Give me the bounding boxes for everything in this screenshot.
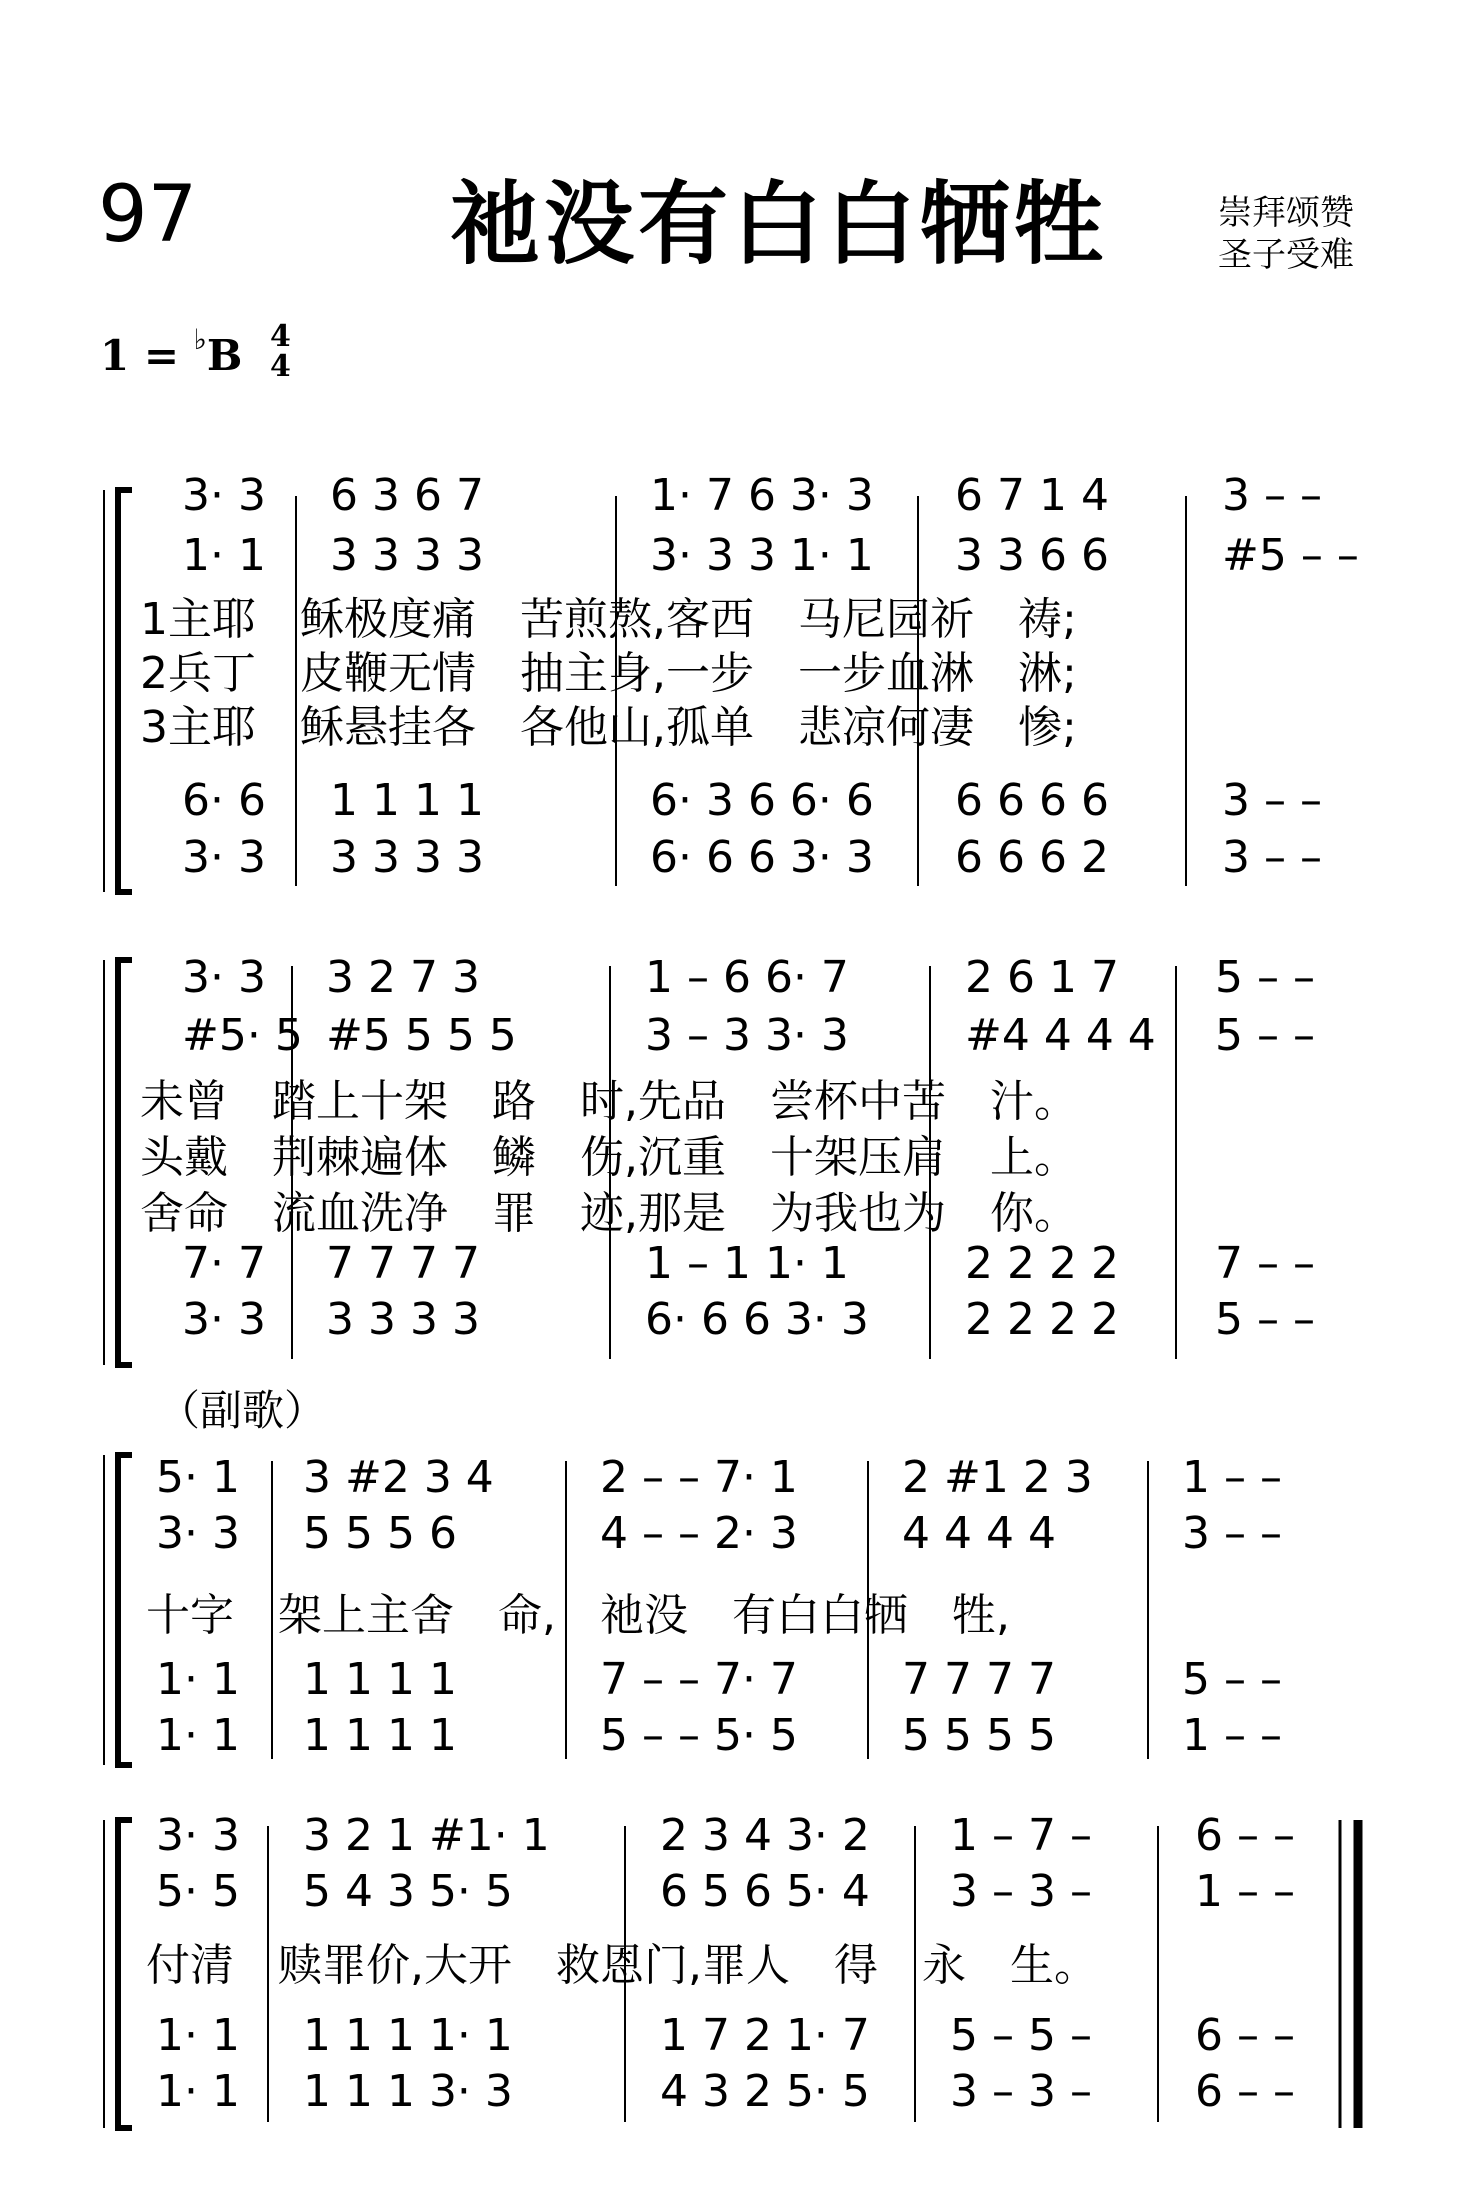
system-2 [104, 952, 1315, 1365]
system-bracket [118, 1820, 132, 2128]
notes-part-3-measure-1: 1· 1 [156, 1654, 240, 1705]
notes-part-1-measure-1: 3· 3 [182, 952, 266, 1003]
notes-part-4-measure-3: 5 – – 5· 5 [600, 1710, 798, 1761]
notes-part-4-measure-1: 3· 3 [182, 1294, 266, 1345]
notes-part-3-measure-1: 1· 1 [156, 2010, 240, 2061]
notes-part-2-measure-4: 3 – 3 – [950, 1866, 1092, 1917]
notes-part-1-measure-5: 1 – – [1182, 1452, 1282, 1503]
notes-part-3-measure-4: 7 7 7 7 [902, 1654, 1056, 1705]
chorus-label: （副歌） [158, 1386, 327, 1435]
notes-part-2-measure-1: #5· 5 [182, 1010, 303, 1061]
notes-part-1-measure-3: 1· 7 6 3· 3 [650, 470, 874, 521]
lyric-line-2: 头戴 荆棘遍体 鳞 伤,沉重 十架压肩 上。 [140, 1132, 1078, 1183]
notes-part-2-measure-1: 3· 3 [156, 1508, 240, 1559]
system-bracket [118, 1455, 132, 1765]
notes-part-1-measure-5: 5 – – [1215, 952, 1315, 1003]
notes-part-1-measure-2: 3 2 7 3 [326, 952, 480, 1003]
notes-part-3-measure-2: 1 1 1 1· 1 [303, 2010, 513, 2061]
notes-part-2-measure-4: 3 3 6 6 [955, 530, 1109, 581]
notes-part-3-measure-2: 1 1 1 1 [330, 775, 484, 826]
notes-part-3-measure-4: 5 – 5 – [950, 2010, 1092, 2061]
notes-part-1-measure-4: 6 7 1 4 [955, 470, 1109, 521]
lyric-line-2: 2兵丁 皮鞭无情 抽主身,一步 一步血淋 淋; [140, 648, 1077, 699]
notes-part-2-measure-5: 3 – – [1182, 1508, 1282, 1559]
notes-part-2-measure-4: #4 4 4 4 [965, 1010, 1156, 1061]
notes-part-2-measure-2: #5 5 5 5 [326, 1010, 517, 1061]
notes-part-3-measure-3: 1 7 2 1· 7 [660, 2010, 870, 2061]
notes-part-2-measure-1: 5· 5 [156, 1866, 240, 1917]
lyric-line-1: 付清 赎罪价,大开 救恩门,罪人 得 永 生。 [146, 1940, 1098, 1991]
notes-part-2-measure-2: 5 5 5 6 [303, 1508, 457, 1559]
notes-part-1-measure-2: 6 3 6 7 [330, 470, 484, 521]
lyric-line-1: 十字 架上主舍 命, 祂没 有白白牺 牲, [146, 1590, 1010, 1641]
notes-part-4-measure-5: 6 – – [1195, 2066, 1295, 2117]
notes-part-4-measure-1: 3· 3 [182, 832, 266, 883]
category-line-1: 崇拜颂赞 [1218, 193, 1354, 233]
key-letter: B [206, 331, 243, 380]
system-3 [104, 1452, 1282, 1765]
notes-part-3-measure-4: 2 2 2 2 [965, 1238, 1119, 1289]
notes-part-4-measure-5: 1 – – [1182, 1710, 1282, 1761]
notes-part-3-measure-1: 6· 6 [182, 775, 266, 826]
notes-part-1-measure-1: 3· 3 [156, 1810, 240, 1861]
notes-part-3-measure-5: 5 – – [1182, 1654, 1282, 1705]
notes-part-1-measure-4: 2 6 1 7 [965, 952, 1119, 1003]
notes-part-3-measure-3: 7 – – 7· 7 [600, 1654, 798, 1705]
flat-sign: ♭ [193, 323, 207, 356]
notes-part-1-measure-1: 5· 1 [156, 1452, 240, 1503]
notes-part-3-measure-5: 7 – – [1215, 1238, 1315, 1289]
hymn-title: 祂没有白白牺牲 [450, 172, 1108, 277]
notes-part-4-measure-3: 6· 6 6 3· 3 [650, 832, 874, 883]
notes-part-2-measure-5: 1 – – [1195, 1866, 1295, 1917]
notes-part-2-measure-3: 3 – 3 3· 3 [645, 1010, 849, 1061]
notes-part-2-measure-3: 4 – – 2· 3 [600, 1508, 798, 1559]
notes-part-3-measure-3: 1 – 1 1· 1 [645, 1238, 849, 1289]
notes-part-2-measure-5: #5 – – [1222, 530, 1359, 581]
key-prefix: 1 = [100, 331, 180, 380]
lyric-line-1: 未曾 踏上十架 路 时,先品 尝杯中苦 汁。 [140, 1076, 1078, 1127]
notes-part-1-measure-1: 3· 3 [182, 470, 266, 521]
notes-part-1-measure-3: 1 – 6 6· 7 [645, 952, 849, 1003]
lyric-line-3: 舍命 流血洗净 罪 迹,那是 为我也为 你。 [140, 1188, 1078, 1239]
notes-part-4-measure-4: 3 – 3 – [950, 2066, 1092, 2117]
system-1 [104, 470, 1359, 892]
time-sig-bottom: 4 [270, 349, 291, 384]
notes-part-3-measure-4: 6 6 6 6 [955, 775, 1109, 826]
notes-part-4-measure-4: 2 2 2 2 [965, 1294, 1119, 1345]
notes-part-4-measure-5: 3 – – [1222, 832, 1322, 883]
notes-part-1-measure-2: 3 2 1 #1· 1 [303, 1810, 550, 1861]
notes-part-1-measure-5: 6 – – [1195, 1810, 1295, 1861]
notes-part-3-measure-5: 6 – – [1195, 2010, 1295, 2061]
notes-part-2-measure-2: 5 4 3 5· 5 [303, 1866, 513, 1917]
notes-part-2-measure-3: 3· 3 3 1· 1 [650, 530, 874, 581]
notes-part-4-measure-2: 3 3 3 3 [326, 1294, 480, 1345]
notes-part-3-measure-2: 1 1 1 1 [303, 1654, 457, 1705]
notes-part-3-measure-3: 6· 3 6 6· 6 [650, 775, 874, 826]
notes-part-2-measure-4: 4 4 4 4 [902, 1508, 1056, 1559]
notes-part-2-measure-2: 3 3 3 3 [330, 530, 484, 581]
system-4 [104, 1810, 1358, 2128]
notes-part-1-measure-4: 1 – 7 – [950, 1810, 1092, 1861]
notes-part-3-measure-1: 7· 7 [182, 1238, 266, 1289]
notes-part-4-measure-2: 1 1 1 1 [303, 1710, 457, 1761]
notes-part-4-measure-1: 1· 1 [156, 1710, 240, 1761]
notes-part-2-measure-3: 6 5 6 5· 4 [660, 1866, 870, 1917]
notes-part-1-measure-3: 2 – – 7· 1 [600, 1452, 798, 1503]
notes-part-1-measure-5: 3 – – [1222, 470, 1322, 521]
time-sig-top: 4 [270, 319, 291, 354]
notes-part-3-measure-2: 7 7 7 7 [326, 1238, 480, 1289]
lyric-line-1: 1主耶 稣极度痛 苦煎熬,客西 马尼园祈 祷; [140, 594, 1077, 645]
notes-part-1-measure-4: 2 #1 2 3 [902, 1452, 1093, 1503]
notes-part-4-measure-2: 3 3 3 3 [330, 832, 484, 883]
notes-part-4-measure-3: 4 3 2 5· 5 [660, 2066, 870, 2117]
notes-part-4-measure-2: 1 1 1 3· 3 [303, 2066, 513, 2117]
system-bracket [118, 490, 132, 892]
notes-part-3-measure-5: 3 – – [1222, 775, 1322, 826]
notes-part-4-measure-1: 1· 1 [156, 2066, 240, 2117]
notes-part-4-measure-3: 6· 6 6 3· 3 [645, 1294, 869, 1345]
system-bracket [118, 960, 132, 1365]
notes-part-1-measure-3: 2 3 4 3· 2 [660, 1810, 870, 1861]
category-line-2: 圣子受难 [1218, 235, 1354, 275]
notes-part-4-measure-4: 5 5 5 5 [902, 1710, 1056, 1761]
notes-part-2-measure-5: 5 – – [1215, 1010, 1315, 1061]
notes-part-4-measure-4: 6 6 6 2 [955, 832, 1109, 883]
lyric-line-3: 3主耶 稣悬挂各 各他山,孤单 悲凉何凄 惨; [140, 702, 1077, 753]
notes-part-4-measure-5: 5 – – [1215, 1294, 1315, 1345]
notes-part-1-measure-2: 3 #2 3 4 [303, 1452, 494, 1503]
notes-part-2-measure-1: 1· 1 [182, 530, 266, 581]
hymn-number: 97 [98, 170, 198, 260]
